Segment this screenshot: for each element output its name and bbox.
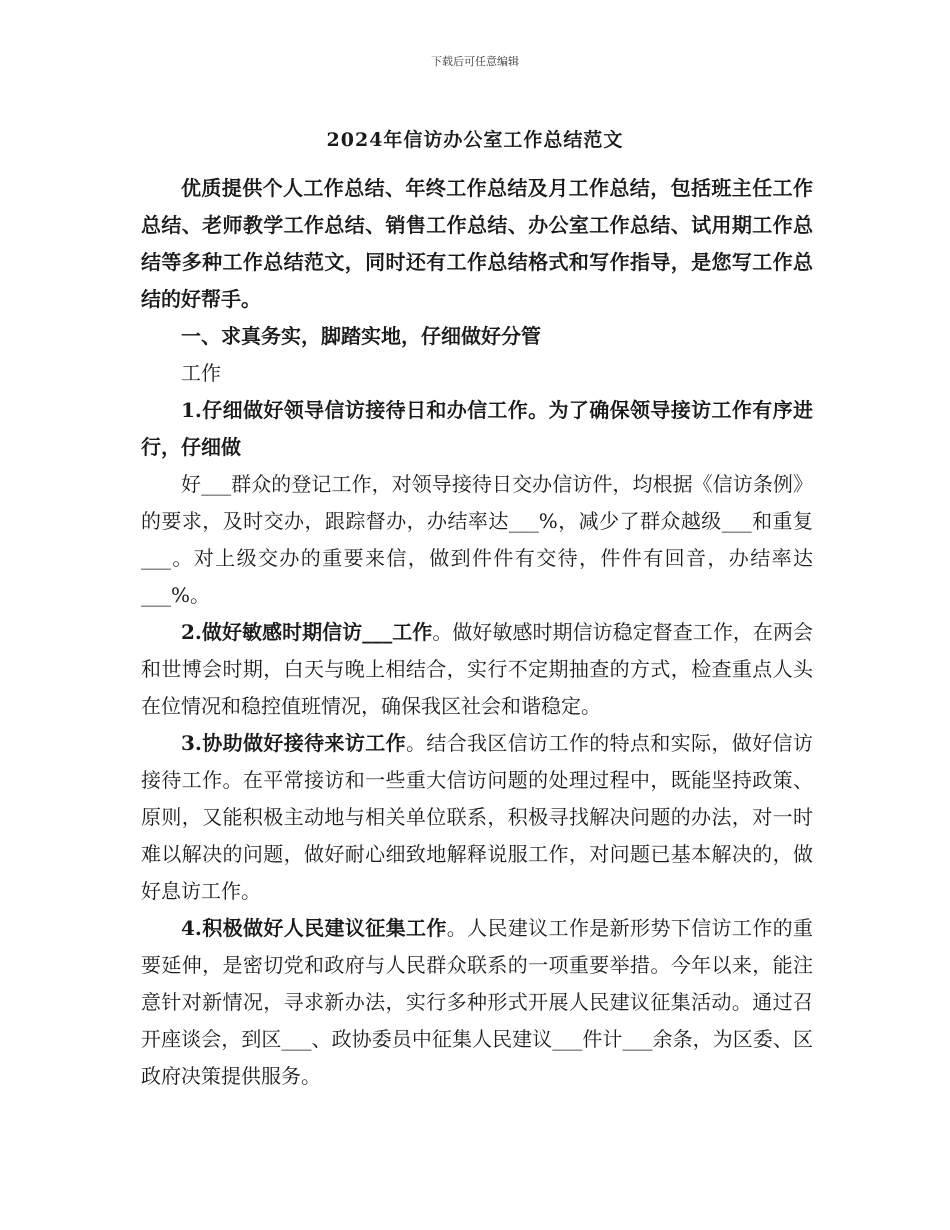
section-heading-1: 一、求真务实，脚踏实地，仔细做好分管	[181, 324, 541, 348]
item-2-paragraph	[141, 614, 813, 725]
item-3-lead: 3.协助做好接待来访工作	[181, 731, 406, 755]
item-2-lead: 2.做好敏感时期信访___工作	[181, 620, 433, 644]
item-4-body: 。人民建议工作是新形势下信访工作的重要延伸，是密切党和政府与人民群众联系的一项重要举措。今年以来，能注意针对新情况，寻求新办法，实行多种形式开展人民建议征集活动。通过召开座谈会，到区___、政协委员中征集人民建议___件计___余条，为区委、区政府决策提供服务。	[141, 916, 813, 1088]
item-3-paragraph	[141, 725, 813, 910]
item-3-body: 。结合我区信访工作的特点和实际，做好信访接待工作。在平常接访和一些重大信访问题的处理过程中，既能坚持政策、原则，又能积极主动地与相关单位联系，积极寻找解决问题的办法，对一时难以解决的问题，做好耐心细致地解释说服工作，对问题已基本解决的，做好息访工作。	[141, 731, 813, 903]
item-4-paragraph	[141, 910, 813, 1095]
document-body	[141, 170, 813, 1095]
intro-paragraph: 优质提供个人工作总结、年终工作总结及月工作总结，包括班主任工作总结、老师教学工作总结、销售工作总结、办公室工作总结、试用期工作总结等多种工作总结范文，同时还有工作总结格式和写作指导，是您写工作总结的好帮手。	[141, 176, 813, 311]
item-2-body: 。做好敏感时期信访稳定督查工作，在两会和世博会时期，白天与晚上相结合，实行不定期抽查的方式，检查重点人头在位情况和稳控值班情况，确保我区社会和谐稳定。	[141, 620, 813, 718]
document-title: 2024年信访办公室工作总结范文	[326, 129, 624, 151]
item-4-lead: 4.积极做好人民建议征集工作	[181, 916, 447, 940]
item-1-lead: 1.仔细做好领导信访接待日和办信工作。为了确保领导接访工作有序进行，仔细做	[141, 398, 813, 459]
section-heading-1-continued: 工作	[181, 361, 221, 385]
header-note: 下载后可任意编辑	[431, 55, 519, 68]
item-1-body: 好___群众的登记工作，对领导接待日交办信访件，均根据《信访条例》的要求，及时交办，跟踪督办，办结率达___%，减少了群众越级___和重复___。对上级交办的重要来信，做到件件有交待，件件有回音，办结率达___%。	[141, 472, 813, 607]
